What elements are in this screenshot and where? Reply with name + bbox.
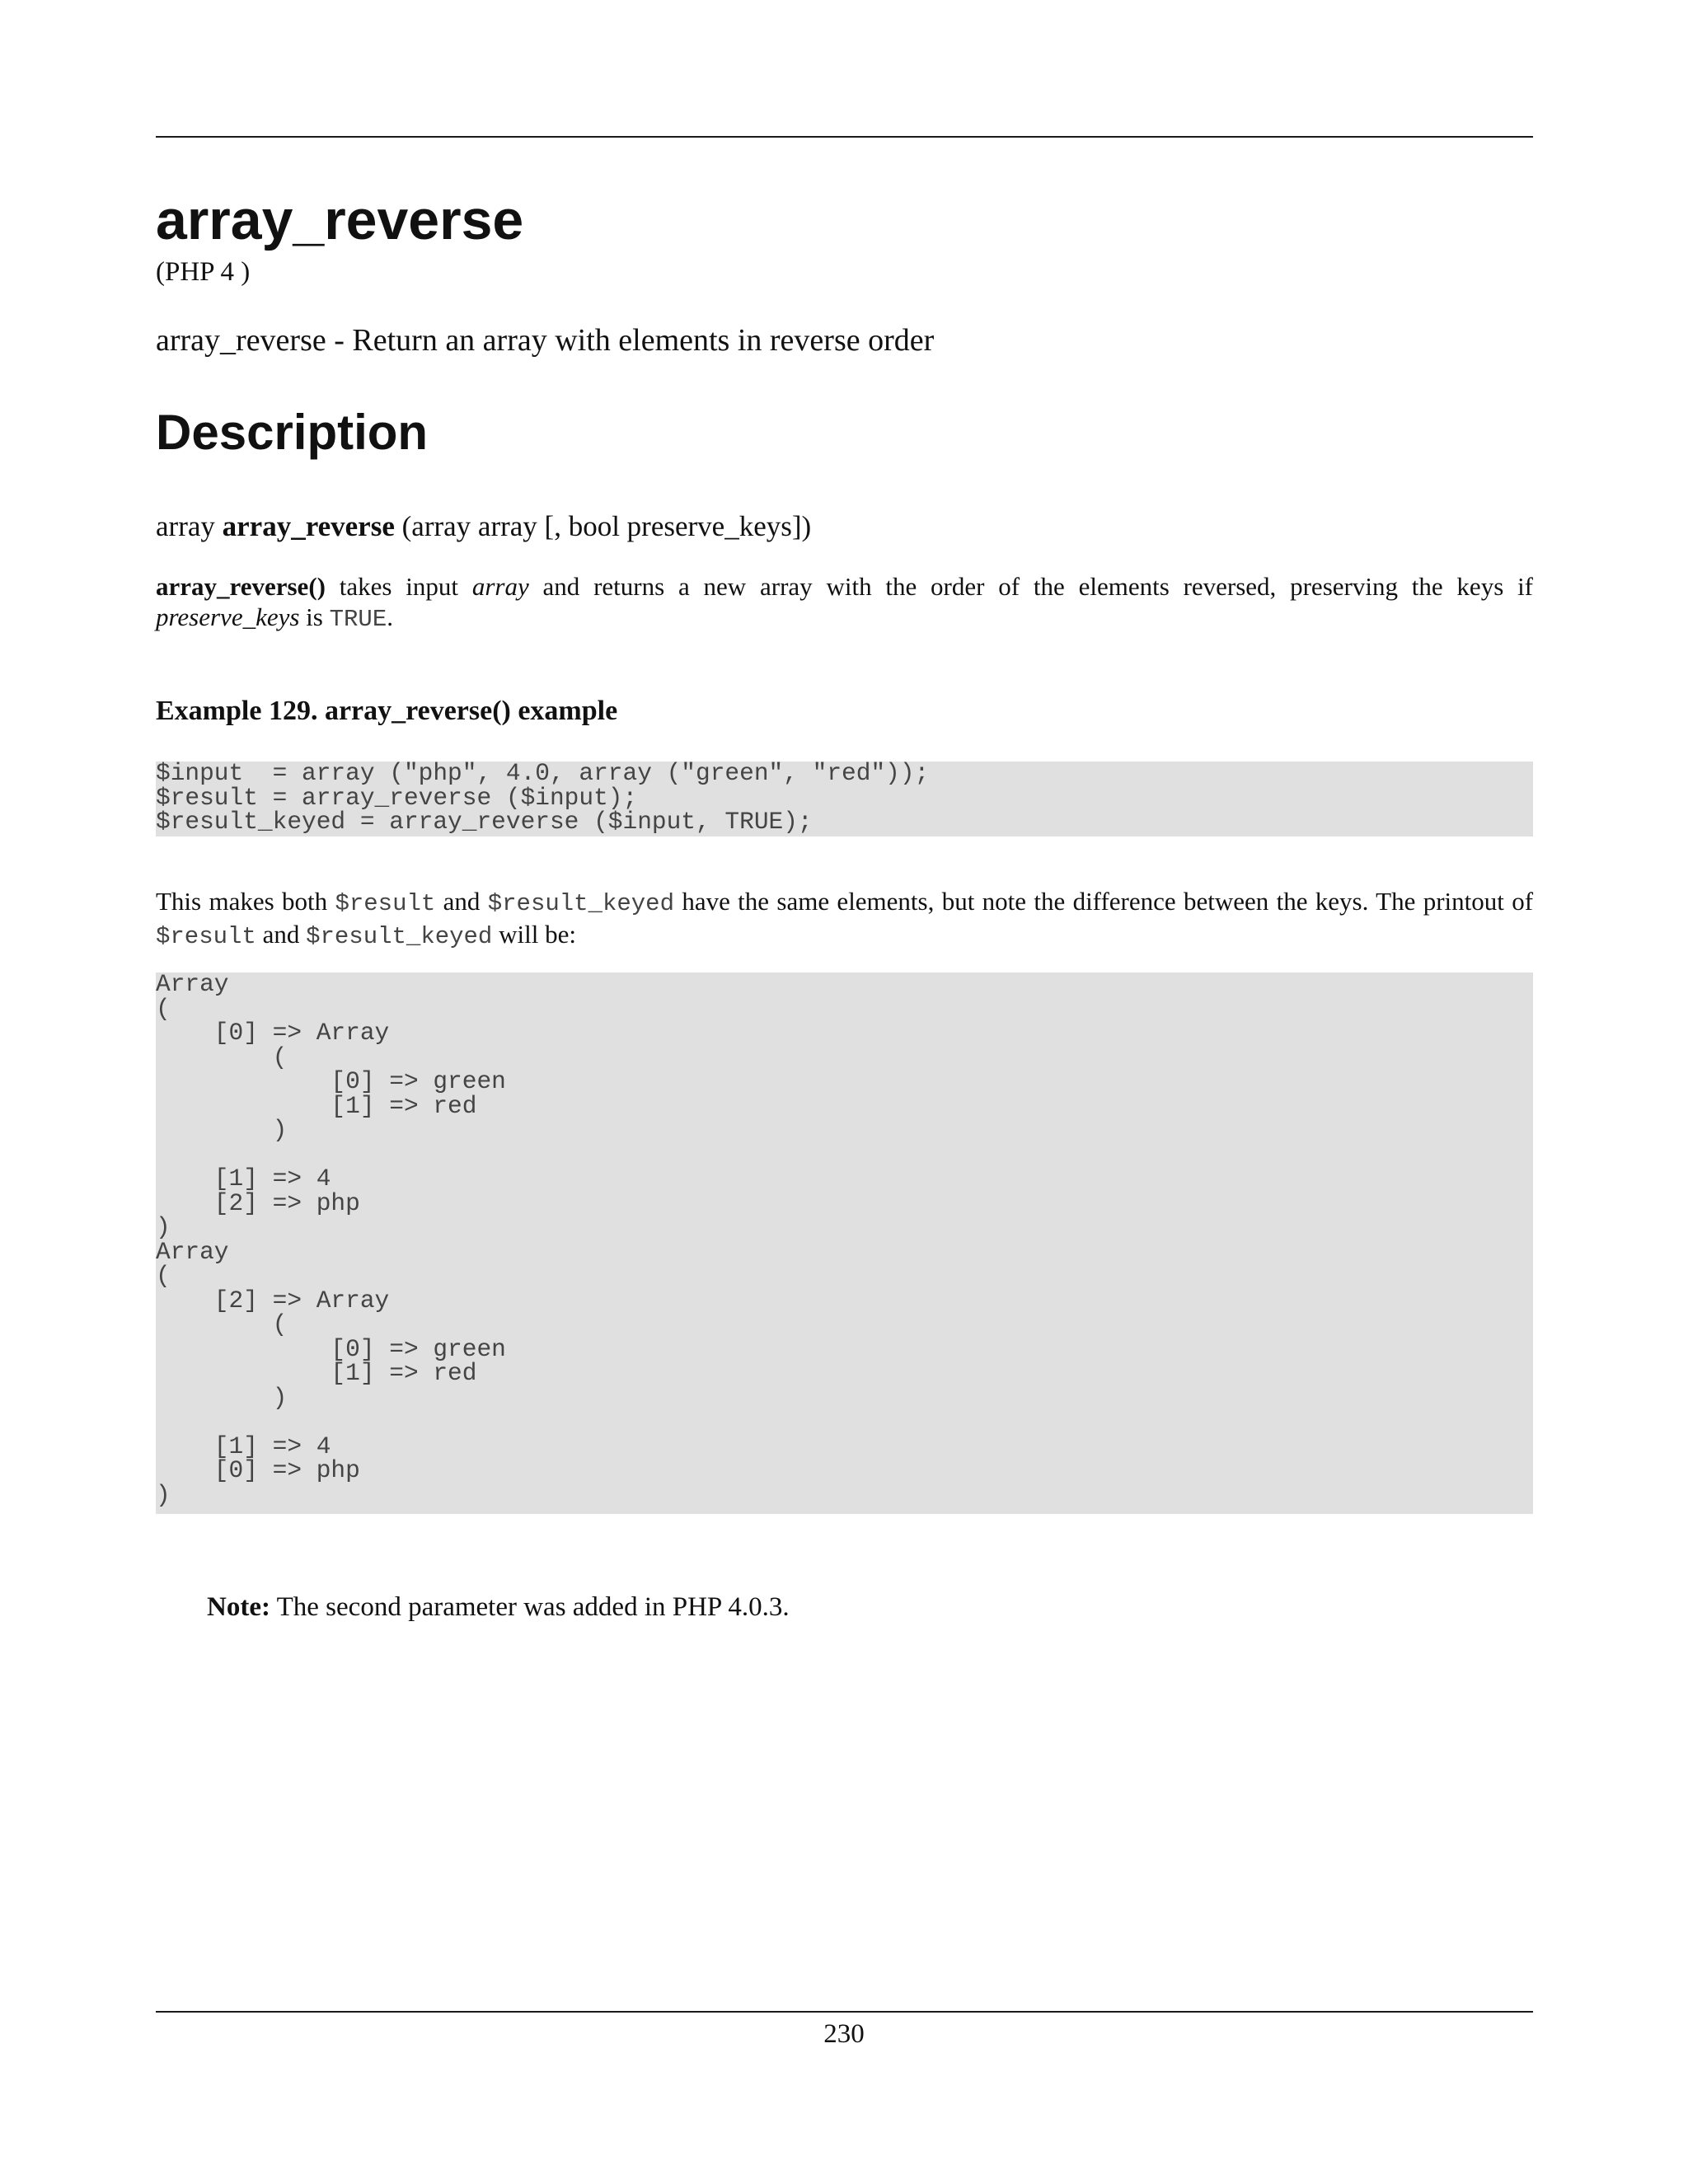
output-line: [0] => green bbox=[156, 1334, 506, 1363]
page-title: array_reverse bbox=[156, 189, 524, 251]
output-line: [0] => green bbox=[156, 1067, 506, 1095]
function-synopsis bbox=[156, 509, 811, 545]
desc-constant-true: TRUE bbox=[329, 606, 387, 633]
output-line: [2] => php bbox=[156, 1188, 360, 1217]
synopsis-params: (array array [, bool preserve_keys]) bbox=[401, 510, 812, 542]
page-number: 230 bbox=[823, 2019, 865, 2049]
desc-param-array: array bbox=[471, 572, 529, 601]
output-line bbox=[156, 1410, 1533, 1435]
expl-text-5: will be: bbox=[492, 920, 576, 949]
output-line: ( bbox=[156, 1262, 171, 1290]
output-line: Array bbox=[156, 972, 229, 998]
output-line: [1] => 4 bbox=[156, 1165, 331, 1193]
expl-text-3: have the same elements, but note the difference between the keys. The printout of bbox=[673, 887, 1534, 916]
output-line: ( bbox=[156, 1310, 288, 1338]
synopsis-return-type: array bbox=[156, 510, 215, 542]
version-info: (PHP 4 ) bbox=[156, 257, 251, 287]
example-title: Example 129. array_reverse() example bbox=[156, 696, 618, 726]
output-line: [1] => 4 bbox=[156, 1432, 331, 1460]
output-line: [1] => red bbox=[156, 1359, 477, 1387]
synopsis-function-name: array_reverse bbox=[222, 510, 395, 542]
expl-text-2: and bbox=[435, 887, 488, 916]
description-paragraph bbox=[156, 571, 1533, 635]
code-line: $input = array ("php", 4.0, array ("green", "red")); bbox=[156, 762, 930, 787]
description-heading: Description bbox=[156, 405, 429, 460]
expl-var-result-keyed: $result_keyed bbox=[487, 890, 674, 917]
output-line: ) bbox=[156, 1383, 288, 1412]
output-line: [2] => Array bbox=[156, 1286, 390, 1315]
desc-text-3: is bbox=[299, 602, 330, 631]
note bbox=[207, 1591, 790, 1624]
ref-purpose: array_reverse - Return an array with elements in reverse order bbox=[156, 323, 935, 358]
output-line: ) bbox=[156, 1480, 171, 1509]
note-text: The second parameter was added in PHP 4.0.3. bbox=[270, 1592, 790, 1622]
code-line: $result = array_reverse ($input); bbox=[156, 783, 638, 812]
code-line: $result_keyed = array_reverse ($input, TRUE); bbox=[156, 808, 813, 836]
desc-param-preserve-keys: preserve_keys bbox=[156, 602, 300, 631]
output-line: Array bbox=[156, 1237, 229, 1266]
expl-var-result-keyed-2: $result_keyed bbox=[306, 923, 493, 950]
expl-var-result: $result bbox=[335, 890, 436, 917]
output-line: [0] => php bbox=[156, 1456, 360, 1484]
output-line: ( bbox=[156, 1043, 288, 1071]
expl-text-1: This makes both bbox=[156, 887, 335, 916]
note-label: Note: bbox=[207, 1592, 270, 1622]
output-line: [0] => Array bbox=[156, 1019, 390, 1047]
output-line: ) bbox=[156, 1116, 288, 1144]
output-line bbox=[156, 1143, 1533, 1168]
output-line: ) bbox=[156, 1213, 171, 1241]
output-line: [1] => red bbox=[156, 1091, 477, 1120]
output-line: ( bbox=[156, 994, 171, 1023]
footer-rule bbox=[156, 2011, 1533, 2013]
desc-text-2: and returns a new array with the order of the elements reversed, preserving the keys if bbox=[528, 572, 1534, 601]
explanation-paragraph bbox=[156, 886, 1533, 952]
desc-func-name: array_reverse() bbox=[156, 572, 326, 601]
expl-var-result-2: $result bbox=[156, 923, 256, 950]
desc-text-4: . bbox=[387, 602, 393, 631]
desc-text-1: takes input bbox=[325, 572, 472, 601]
output-code-block bbox=[156, 972, 1533, 1514]
example-code-block bbox=[156, 762, 1533, 837]
header-rule bbox=[156, 136, 1533, 138]
expl-text-4: and bbox=[256, 920, 307, 949]
